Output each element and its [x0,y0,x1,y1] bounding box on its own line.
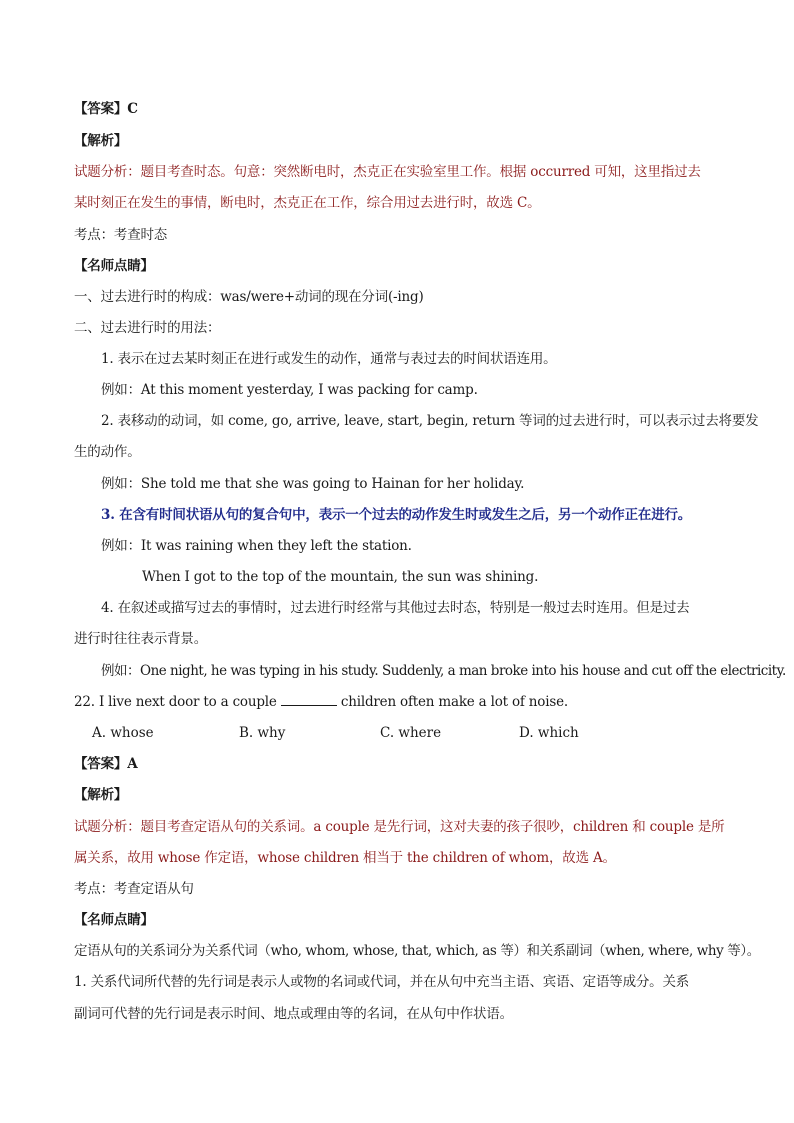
tip-highlight: 3. 在含有时间状语从句的复合句中，表示一个过去的动作发生时或发生之后，另一个动作正在进行。 [101,507,692,523]
analysis-line-2-q21: 某时刻正在发生的事情，断电时，杰克正在工作，综合用过去进行时，故选 C。 [74,195,541,211]
analysis-label-q22: 【解析】 [74,787,128,803]
tip-line: 生的动作。 [74,444,141,460]
tip-example: 例如：One night, he was typing in his study. Suddenly, a man broke into his house and cut off the electricity. [101,663,786,679]
tip-line: 一、过去进行时的构成：was/were+动词的现在分词(-ing) [74,289,424,305]
analysis-line-2-q22: 属关系，故用 whose 作定语，whose children 相当于 the children of whom，故选 A。 [74,850,616,866]
tip-example: 例如：At this moment yesterday, I was packing for camp. [101,382,478,398]
tip-line: 1. 表示在过去某时刻正在进行或发生的动作，通常与表过去的时间状语连用。 [101,351,557,367]
option-b: B. why [239,725,286,741]
kaodian-q22: 考点：考查定语从句 [74,881,194,897]
analysis-keyword: occurred [530,164,591,180]
tip-example: 例如：It was raining when they left the station. [101,538,412,554]
question-22 [74,693,568,711]
tips-label-q21: 【名师点睛】 [74,258,154,274]
option-c: C. where [380,725,442,741]
question-text-a: 22. I live next door to a couple [74,694,281,710]
tip-line: 二、过去进行时的用法： [74,320,221,336]
tip-line: 4. 在叙述或描写过去的事情时，过去进行时经常与其他过去时态，特别是一般过去时连用。但是过去 [101,600,690,616]
answer-label-q22: 【答案】A [74,756,138,772]
tips-label-q22: 【名师点睛】 [74,912,154,928]
question-text-b: children often make a lot of noise. [336,694,568,710]
option-a: A. whose [92,725,154,741]
analysis-line-1-q21 [74,163,701,181]
analysis-line-1-q22: 试题分析：题目考查定语从句的关系词。a couple 是先行词，这对夫妻的孩子很吵，children 和 couple 是所 [74,819,725,835]
tip-example: 例如：She told me that she was going to Hainan for her holiday. [101,476,525,492]
analysis-text-a: 试题分析：题目考查时态。句意：突然断电时，杰克正在实验室里工作。根据 [74,164,531,180]
tip-line: 定语从句的关系词分为关系代词（who, whom, whose, that, which, as 等）和关系副词（when, where, why 等）。 [74,943,760,959]
kaodian-q21: 考点：考查时态 [74,227,168,243]
tip-line: 副词可代替的先行词是表示时间、地点或理由等的名词，在从句中作状语。 [74,1006,513,1022]
analysis-text-c: 可知，这里指过去 [590,164,701,180]
answer-blank [281,693,337,706]
tip-line: 2. 表移动的动词，如 come, go, arrive, leave, start, begin, return 等词的过去进行时，可以表示过去将要发 [101,413,759,429]
answer-label-q21: 【答案】C [74,101,138,117]
tip-example: When I got to the top of the mountain, the sun was shining. [142,569,539,585]
tip-line: 1. 关系代词所代替的先行词是表示人或物的名词或代词，并在从句中充当主语、宾语、定语等成分。关系 [74,974,690,990]
analysis-label-q21: 【解析】 [74,133,128,149]
tip-line: 进行时往往表示背景。 [74,631,207,647]
option-d: D. which [519,725,579,741]
